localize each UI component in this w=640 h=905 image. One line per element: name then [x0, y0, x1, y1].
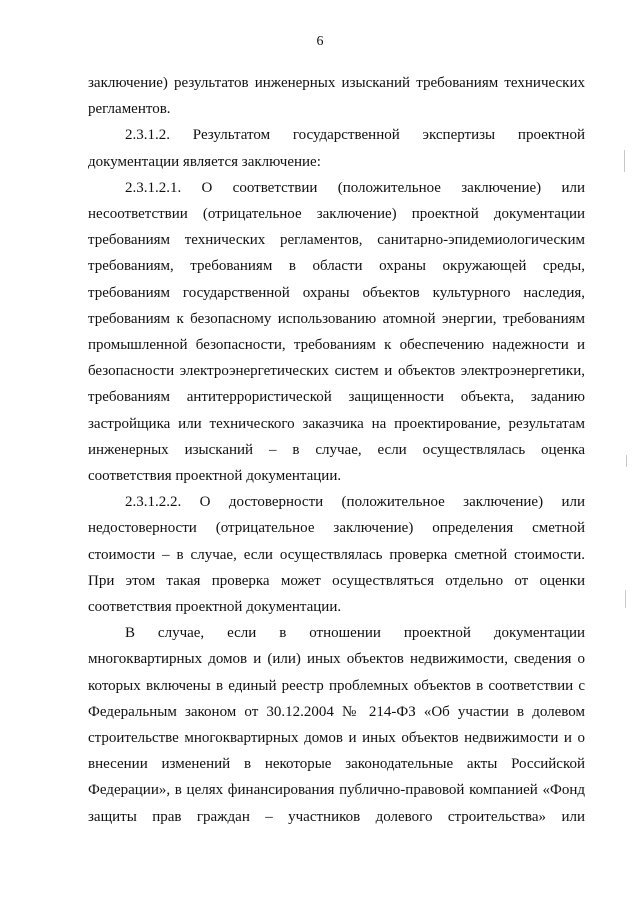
- text-line: регламентов.: [88, 101, 171, 118]
- scan-artifact: [626, 455, 627, 467]
- text-line: промышленной безопасности, требованиям к обеспечению надежности и: [88, 337, 585, 354]
- text-line: застройщика или технического заказчика на проектирование, результатам: [88, 415, 585, 432]
- text-line: В случае, если в отношении проектной документации: [125, 625, 585, 642]
- text-line: недостоверности (отрицательное заключение) определения сметной: [88, 520, 585, 537]
- text-line: соответствия проектной документации.: [88, 599, 342, 616]
- text-line: внесении изменений в некоторые законодательные акты Российской: [88, 756, 585, 773]
- text-line: требованиям, требованиям в области охраны окружающей среды,: [88, 258, 585, 275]
- text-line: 2.3.1.2.2. О достоверности (положительное заключение) или: [125, 494, 585, 511]
- page-number: 6: [316, 34, 324, 49]
- text-line: Федерации», в целях финансирования публично-правовой компанией «Фонд: [88, 782, 585, 799]
- text-line: стоимости – в случае, если осуществлялась проверка сметной стоимости.: [88, 546, 585, 563]
- text-line: защиты прав граждан – участников долевого строительства» или: [88, 808, 585, 825]
- document-body: [88, 70, 585, 830]
- text-line: требованиям государственной охраны объектов культурного наследия,: [88, 284, 585, 301]
- text-line: 2.3.1.2. Результатом государственной экспертизы проектной: [125, 127, 585, 144]
- paragraph-continuation: [88, 70, 585, 122]
- text-line: документации является заключение:: [88, 153, 321, 170]
- text-line: Федеральным законом от 30.12.2004 № 214-ФЗ «Об участии в долевом: [88, 703, 585, 720]
- text-line: которых включены в единый реестр проблемных объектов в соответствии с: [88, 677, 585, 694]
- text-line: При этом такая проверка может осуществляться отдельно от оценки: [88, 572, 585, 589]
- scan-artifact: [625, 590, 626, 608]
- text-line: требованиям антитеррористической защищенности объекта, заданию: [88, 389, 585, 406]
- text-line: 2.3.1.2.1. О соответствии (положительное заключение) или: [125, 179, 585, 196]
- text-line: строительстве многоквартирных домов и иных объектов недвижимости и о: [88, 730, 585, 747]
- text-line: соответствия проектной документации.: [88, 468, 342, 485]
- text-line: многоквартирных домов и (или) иных объектов недвижимости, сведения о: [88, 651, 585, 668]
- paragraph-2-3-1-2: [88, 122, 585, 174]
- text-line: инженерных изысканий – в случае, если осуществлялась оценка: [88, 441, 585, 458]
- paragraph-unified-registry: [88, 620, 585, 830]
- text-line: требованиям к безопасному использованию атомной энергии, требованиям: [88, 310, 585, 327]
- paragraph-2-3-1-2-2: [88, 489, 585, 620]
- text-line: безопасности электроэнергетических систем и объектов электроэнергетики,: [88, 363, 585, 380]
- text-line: требованиям технических регламентов, санитарно-эпидемиологическим: [88, 232, 585, 249]
- text-line: заключение) результатов инженерных изысканий требованиям технических: [88, 75, 585, 91]
- text-line: несоответствии (отрицательное заключение) проектной документации: [88, 206, 585, 223]
- paragraph-2-3-1-2-1: [88, 175, 585, 489]
- scan-artifact: [624, 150, 625, 172]
